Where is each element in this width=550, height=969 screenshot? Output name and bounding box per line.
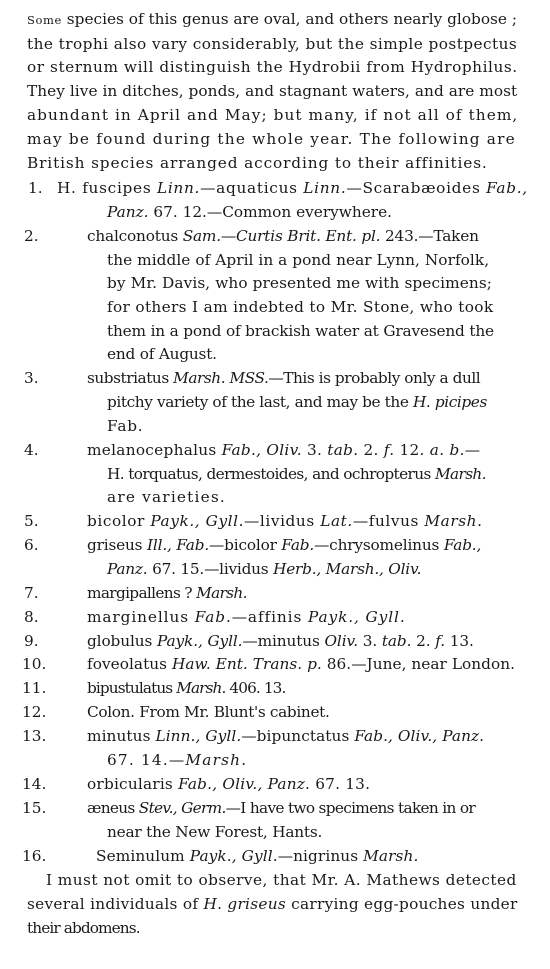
species-number: 3.	[24, 369, 39, 387]
italic-segment: Sam.	[182, 227, 221, 245]
intro-line	[27, 128, 516, 150]
text-segment: Colon. From Mr. Blunt's cabinet.	[87, 703, 330, 721]
italic-segment: Fab.	[281, 536, 315, 554]
italic-segment: Lat.	[320, 512, 353, 530]
text-segment: substriatus	[87, 369, 174, 387]
text-segment: 13.	[444, 632, 474, 650]
italic-segment: Linn.	[156, 179, 201, 197]
text-segment: margipallens ?	[87, 584, 197, 602]
italic-segment: Payk., Gyll.	[189, 847, 278, 865]
italic-segment: Ill., Fab.	[147, 536, 209, 554]
intro-line	[27, 8, 517, 31]
species-number: 8.	[24, 608, 39, 626]
species-line	[87, 510, 483, 532]
species-line	[87, 225, 479, 247]
text-segment: or sternum will distinguish the Hydrobii from Hydrophilus.	[27, 58, 518, 76]
italic-segment: Fab., Oliv., Panz.	[178, 775, 311, 793]
text-segment: the middle of April in a pond near Lynn, Norfolk,	[107, 251, 490, 269]
text-segment: foveolatus	[87, 655, 172, 673]
text-segment: —lividus	[244, 512, 321, 530]
intro-line	[27, 33, 517, 55]
italic-segment: Stev., Germ.	[138, 799, 226, 817]
italic-segment: Panz.	[107, 560, 148, 578]
species-line	[107, 296, 493, 318]
italic-segment: Marsh.	[176, 679, 226, 697]
species-line	[87, 439, 480, 461]
species-line	[87, 773, 370, 795]
italic-segment: Linn.	[303, 179, 347, 197]
text-segment: several individuals of	[27, 895, 204, 913]
text-segment: are varieties.	[107, 488, 226, 506]
species-line	[107, 249, 489, 271]
text-segment: pitchy variety of the last, and may be the	[107, 393, 413, 411]
text-segment: 3.	[357, 632, 382, 650]
species-line	[107, 320, 494, 342]
species-number: 10.	[22, 655, 47, 673]
text-segment: globulus	[87, 632, 157, 650]
italic-segment: Oliv.	[324, 632, 358, 650]
italic-segment: f.	[383, 441, 395, 459]
text-segment: I must not omit to observe, that Mr. A. Mathews detected	[46, 871, 517, 889]
text-segment: 67. 13.	[310, 775, 371, 793]
text-segment: —chrysomelinus	[314, 536, 444, 554]
text-segment: —bicolor	[209, 536, 282, 554]
closing-paragraph-line	[46, 869, 517, 891]
text-segment: 86.—June, near London.	[321, 655, 516, 673]
text-segment: 67. 12.—Common everywhere.	[148, 203, 393, 221]
italic-segment: Marsh.	[434, 465, 486, 483]
text-segment: species of this genus are oval, and others nearly globose ;	[61, 10, 517, 28]
text-segment: British species arranged according to their affinities.	[27, 154, 488, 172]
italic-segment: Herb., Marsh., Oliv.	[273, 560, 422, 578]
species-line	[107, 415, 143, 437]
text-segment: 67. 15.—lividus	[147, 560, 274, 578]
italic-segment: Marsh.	[424, 512, 483, 530]
species-line	[107, 486, 226, 508]
text-segment: Seminulum	[96, 847, 190, 865]
species-line	[87, 534, 481, 556]
text-segment: —Scarabæoides	[346, 179, 487, 197]
text-segment: by Mr. Davis, who presented me with specimens;	[107, 274, 493, 292]
text-segment: 406. 13.	[225, 679, 286, 697]
species-line	[107, 749, 247, 771]
italic-segment: Marsh.	[363, 847, 419, 865]
intro-line	[27, 152, 488, 174]
species-line	[87, 630, 474, 652]
species-line	[87, 653, 515, 675]
italic-segment: Payk., Gyll.	[150, 512, 245, 530]
text-segment: 2.	[358, 441, 384, 459]
text-segment: Fab.	[107, 417, 144, 435]
species-line	[96, 845, 418, 867]
closing-paragraph-line	[27, 893, 518, 915]
italic-segment: Linn., Gyll.	[155, 727, 242, 745]
text-segment: Some	[27, 13, 62, 27]
closing-paragraph-line	[27, 917, 140, 939]
italic-segment: a. b.	[429, 441, 465, 459]
text-segment: for others I am indebted to Mr. Stone, who took	[107, 298, 494, 316]
text-segment: chalconotus	[87, 227, 183, 245]
italic-segment: Fab., Oliv.	[221, 441, 302, 459]
text-segment: the trophi also vary considerably, but the simple postpectus	[27, 35, 518, 53]
text-segment: 12.	[394, 441, 430, 459]
species-line	[107, 463, 486, 485]
text-segment: marginellus	[87, 608, 195, 626]
text-segment: griseus	[87, 536, 148, 554]
text-segment: carrying egg-pouches under	[285, 895, 518, 913]
text-segment: —nigrinus	[277, 847, 364, 865]
text-segment: 243.—Taken	[380, 227, 479, 245]
species-line	[87, 701, 330, 723]
text-segment: melanocephalus	[87, 441, 222, 459]
text-segment: æneus	[87, 799, 139, 817]
italic-segment: Haw. Ent. Trans. p.	[171, 655, 322, 673]
italic-segment: Panz.	[107, 203, 149, 221]
italic-segment: Payk., Gyll.	[307, 608, 406, 626]
species-line	[107, 272, 492, 294]
text-segment: them in a pond of brackish water at Gravesend the	[107, 322, 494, 340]
species-number: 12.	[22, 703, 47, 721]
species-line	[57, 177, 528, 199]
species-line	[107, 343, 217, 365]
text-segment: —aquaticus	[200, 179, 304, 197]
species-line	[87, 797, 475, 819]
species-line	[107, 391, 487, 413]
text-segment: 3.	[301, 441, 328, 459]
species-number: 2.	[24, 227, 39, 245]
text-segment: bicolor	[87, 512, 151, 530]
italic-segment: f.	[435, 632, 445, 650]
italic-segment: tab.	[327, 441, 359, 459]
text-segment: minutus	[87, 727, 156, 745]
text-segment: —fulvus	[352, 512, 425, 530]
text-segment: near the New Forest, Hants.	[107, 823, 323, 841]
species-number: 7.	[24, 584, 39, 602]
text-segment: end of August.	[107, 345, 217, 363]
species-number: 16.	[22, 847, 47, 865]
italic-segment: Marsh.	[185, 751, 248, 769]
italic-segment: Fab.,	[443, 536, 482, 554]
text-segment: orbicularis	[87, 775, 179, 793]
species-number: 11.	[22, 679, 47, 697]
species-line	[107, 201, 392, 223]
text-segment: 2.	[411, 632, 436, 650]
species-line	[107, 821, 322, 843]
text-segment: H. fuscipes	[57, 179, 157, 197]
intro-line	[27, 56, 518, 78]
species-number: 4.	[24, 441, 39, 459]
text-segment: They live in ditches, ponds, and stagnant waters, and are most	[27, 82, 518, 100]
text-segment: their abdomens.	[27, 919, 140, 937]
species-number: 13.	[22, 727, 47, 745]
text-segment: —	[464, 441, 481, 459]
text-segment: H. torquatus, dermestoides, and ochropterus	[107, 465, 435, 483]
italic-segment: tab.	[381, 632, 412, 650]
species-number: 9.	[24, 632, 39, 650]
species-line	[87, 725, 484, 747]
species-line	[87, 582, 247, 604]
text-segment: —This is probably only a dull	[268, 369, 481, 387]
text-segment: —bipunctatus	[241, 727, 355, 745]
italic-segment: Marsh. MSS.	[173, 369, 269, 387]
intro-line	[27, 80, 517, 102]
species-line	[87, 367, 480, 389]
species-number: 5.	[24, 512, 39, 530]
italic-segment: Fab.	[194, 608, 232, 626]
italic-segment: Marsh.	[196, 584, 247, 602]
species-number: 14.	[22, 775, 47, 793]
italic-segment: Curtis Brit. Ent. pl.	[236, 227, 381, 245]
species-line	[87, 677, 285, 699]
text-segment: may be found during the whole year. The following are	[27, 130, 516, 148]
text-segment: —	[220, 227, 236, 245]
text-segment: bipustulatus	[87, 679, 177, 697]
italic-segment: Payk., Gyll.	[157, 632, 243, 650]
text-segment: —minutus	[242, 632, 325, 650]
text-segment: abundant in April and May; but many, if not all of them,	[27, 106, 519, 124]
italic-segment: Fab.,	[486, 179, 528, 197]
text-segment: —I have two specimens taken in or	[225, 799, 475, 817]
species-number: 1.	[28, 179, 43, 197]
species-line	[107, 558, 421, 580]
intro-line	[27, 104, 518, 126]
italic-segment: H. griseus	[203, 895, 286, 913]
text-segment: —affinis	[231, 608, 308, 626]
species-number: 15.	[22, 799, 47, 817]
species-line	[87, 606, 406, 628]
text-segment: 67. 14.—	[107, 751, 186, 769]
species-number: 6.	[24, 536, 39, 554]
italic-segment: H. picipes	[412, 393, 487, 411]
italic-segment: Fab., Oliv., Panz.	[354, 727, 485, 745]
